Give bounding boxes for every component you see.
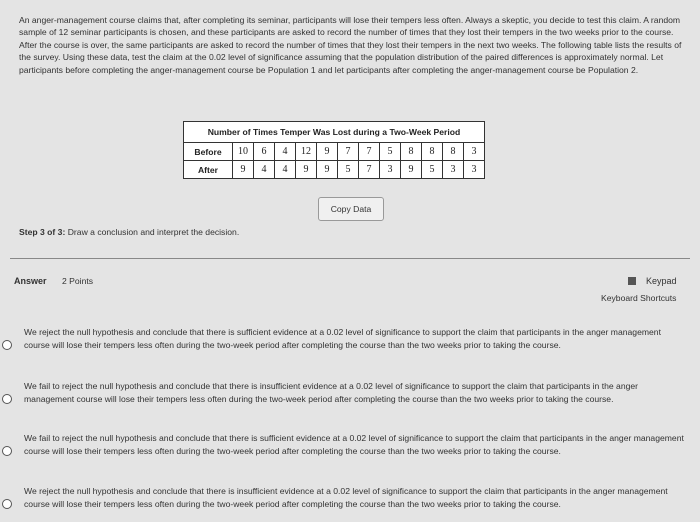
table-cell: 9 bbox=[233, 161, 254, 179]
step-text: Draw a conclusion and interpret the decision. bbox=[67, 227, 240, 237]
table-cell: 9 bbox=[317, 161, 338, 179]
table-cell: 4 bbox=[275, 161, 296, 179]
step-label: Step 3 of 3: bbox=[19, 227, 66, 237]
table-cell: 10 bbox=[233, 143, 254, 161]
problem-statement bbox=[19, 14, 683, 76]
radio-button[interactable] bbox=[2, 394, 12, 404]
table-cell: 9 bbox=[317, 143, 338, 161]
answer-label: Answer bbox=[14, 276, 47, 286]
table-cell: 5 bbox=[380, 143, 401, 161]
table-cell: 8 bbox=[401, 143, 422, 161]
option-text: We reject the null hypothesis and conclude that there is sufficient evidence at a 0.02 level of significance to support the claim that participants in the anger management course will lose their tempers less often during the two-week period after completing the course than the two weeks prior to taking the course. bbox=[24, 327, 661, 350]
table-cell: 3 bbox=[464, 143, 485, 161]
problem-text: An anger-management course claims that, after completing its seminar, participants will lose their tempers less often. Always a skeptic, you decide to test this claim. A random sample of 12 seminar participants is chosen, and these participants are asked to record the number of times that they lost their tempers in the two weeks prior to the course. After the course is over, the same participants are asked to record the number of times that they lost their tempers in the next two weeks. The following table lists the results of the survey. Using these data, test the claim at the 0.02 level of significance assuming that the population distribution of the paired differences is approximately normal. Let participants before completing the anger-management course be Population 1 and let participants after completing the anger-management course be Population 2. bbox=[19, 15, 682, 75]
keypad-icon bbox=[628, 277, 636, 285]
option-text: We fail to reject the null hypothesis and conclude that there is sufficient evidence at a 0.02 level of significance to support the claim that participants in the anger management course will lose their tempers less often during the two-week period after completing the course than the two weeks prior to taking the course. bbox=[24, 433, 684, 456]
table-cell: 3 bbox=[443, 161, 464, 179]
keypad-label: Keypad bbox=[646, 276, 677, 286]
table-cell: 3 bbox=[464, 161, 485, 179]
table-cell: 4 bbox=[254, 161, 275, 179]
answer-option-1[interactable] bbox=[24, 326, 684, 351]
radio-button[interactable] bbox=[2, 499, 12, 509]
copy-data-button[interactable]: Copy Data bbox=[318, 197, 384, 221]
table-cell: 5 bbox=[338, 161, 359, 179]
option-text: We reject the null hypothesis and conclude that there is insufficient evidence at a 0.02 level of significance to support the claim that participants in the anger management course will lose their tempers less often during the two-week period after completing the course than the two weeks prior to taking the course. bbox=[24, 486, 668, 509]
table-cell: 4 bbox=[275, 143, 296, 161]
table-row-before bbox=[184, 143, 485, 161]
data-table bbox=[183, 121, 485, 179]
answer-option-2[interactable] bbox=[24, 380, 684, 405]
table-cell: 3 bbox=[380, 161, 401, 179]
table-cell: 7 bbox=[338, 143, 359, 161]
option-text: We fail to reject the null hypothesis and conclude that there is insufficient evidence at a 0.02 level of significance to support the claim that participants in the anger management course will lose their tempers less often during the two-week period after completing the course than the two weeks prior to taking the course. bbox=[24, 381, 639, 404]
keyboard-shortcuts-link[interactable]: Keyboard Shortcuts bbox=[601, 293, 677, 303]
table-cell: 7 bbox=[359, 161, 380, 179]
radio-button[interactable] bbox=[2, 340, 12, 350]
answer-option-4[interactable] bbox=[24, 485, 684, 510]
table-cell: 12 bbox=[296, 143, 317, 161]
table-cell: 6 bbox=[254, 143, 275, 161]
table-cell: 9 bbox=[401, 161, 422, 179]
step-instruction bbox=[19, 227, 239, 237]
table-cell: 8 bbox=[422, 143, 443, 161]
divider bbox=[10, 258, 690, 259]
table-row-after bbox=[184, 161, 485, 179]
points-label: 2 Points bbox=[62, 276, 94, 286]
table-cell: 7 bbox=[359, 143, 380, 161]
answer-option-3[interactable] bbox=[24, 432, 684, 457]
table-title: Number of Times Temper Was Lost during a Two-Week Period bbox=[184, 122, 485, 143]
row-label: After bbox=[184, 161, 233, 179]
radio-button[interactable] bbox=[2, 446, 12, 456]
row-label: Before bbox=[184, 143, 233, 161]
table-cell: 9 bbox=[296, 161, 317, 179]
keypad-button[interactable] bbox=[628, 276, 677, 286]
table-cell: 8 bbox=[443, 143, 464, 161]
table-cell: 5 bbox=[422, 161, 443, 179]
